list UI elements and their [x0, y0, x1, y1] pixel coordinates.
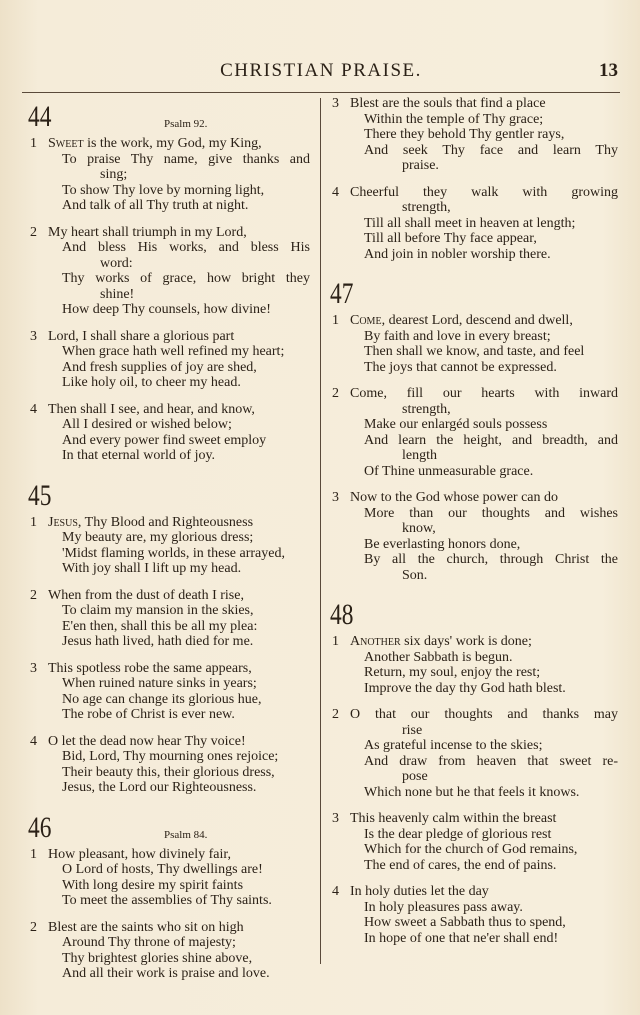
hymn-number: 48: [330, 598, 354, 631]
column-divider: [320, 98, 321, 964]
verse-line: And learn the height, and breadth, and: [364, 432, 618, 448]
verse-line: O Lord of hosts, Thy dwellings are!: [62, 862, 263, 877]
first-word: Jesus: [48, 514, 78, 530]
first-word: Come: [350, 313, 382, 328]
verse-line: Then shall we know, and taste, and feel: [364, 344, 585, 359]
verse-number: 3: [332, 811, 339, 826]
psalm-reference: Psalm 84.: [164, 828, 208, 841]
verse-line: And every power find sweet employ: [62, 432, 267, 448]
hymn-number: 46: [28, 810, 52, 844]
verse-number: 3: [30, 660, 37, 676]
verse-line: With joy shall I lift up my head.: [62, 561, 242, 576]
verse-number: 2: [30, 587, 37, 603]
stanza: [324, 707, 618, 800]
verse-line: To show Thy love by morning light,: [62, 182, 265, 198]
stanza: [324, 490, 618, 583]
verse-line: Is the dear pledge of glorious rest: [364, 826, 552, 842]
right-column: [324, 96, 618, 957]
stanza: [22, 225, 310, 318]
stanza: [324, 313, 618, 375]
verse-line: [350, 313, 618, 329]
verse-line: And fresh supplies of joy are shed,: [62, 359, 257, 375]
verse-line: Then shall I see, and hear, and know,: [48, 401, 255, 417]
verse-line: When ruined nature sinks in years;: [62, 676, 257, 691]
verse-number: 2: [332, 386, 339, 401]
verse-line: strength,: [402, 401, 451, 417]
verse-line: praise.: [402, 158, 439, 173]
verse-line: The joys that cannot be expressed.: [364, 359, 557, 375]
verse-line: When from the dust of death I rise,: [48, 587, 244, 603]
verse-number: 4: [30, 733, 37, 749]
verse-line: Till all shall meet in heaven at length;: [364, 215, 576, 231]
verse-number: 1: [30, 846, 37, 862]
verse-line: E'en then, shall this be all my plea:: [62, 618, 258, 634]
verse-line-text: , dearest Lord, descend and dwell,: [381, 313, 573, 328]
left-column: [22, 96, 310, 993]
verse-line: Till all before Thy face appear,: [364, 231, 537, 246]
header-rule: [22, 92, 620, 93]
verse-line: There they behold Thy gentler rays,: [364, 127, 565, 142]
verse-line: strength,: [402, 200, 451, 215]
verse-line: Jesus hath lived, hath died for me.: [62, 634, 254, 649]
verse-line: 'Midst flaming worlds, in these arrayed,: [62, 545, 285, 561]
verse-number: 1: [30, 136, 37, 151]
verse-number: 1: [30, 514, 37, 530]
verse-line-text: six days' work is done;: [400, 634, 532, 649]
stanza: [324, 884, 618, 946]
verse-line: Make our enlargéd souls possess: [364, 417, 548, 432]
verse-line: When grace hath well refined my heart;: [62, 344, 285, 359]
verse-line: All I desired or wished below;: [62, 417, 232, 432]
verse-line: How sweet a Sabbath thus to spend,: [364, 915, 566, 930]
verse-line: [350, 634, 618, 650]
verse-line: No age can change its glorious hue,: [62, 691, 262, 707]
verse-line: O let the dead now hear Thy voice!: [48, 733, 246, 749]
verse-line: This heavenly calm within the breast: [350, 811, 557, 826]
stanza: [22, 920, 310, 982]
stanza: [22, 588, 310, 650]
verse-line: To praise Thy name, give thanks and: [62, 151, 310, 167]
verse-line: Another Sabbath is begun.: [364, 649, 513, 665]
verse-line: As grateful incense to the skies;: [364, 738, 543, 753]
stanza: [22, 329, 310, 391]
verse-line: In that eternal world of joy.: [62, 448, 216, 463]
page-number: 13: [599, 60, 618, 81]
verse-number: 2: [332, 707, 339, 722]
verse-line: shine!: [100, 286, 135, 302]
verse-number: 2: [30, 919, 37, 935]
verse-line: Of Thine unmeasurable grace.: [364, 463, 534, 479]
verse-line: Improve the day thy God hath blest.: [364, 680, 566, 696]
verse-line: My heart shall triumph in my Lord,: [48, 224, 247, 240]
verse-line: Thy works of grace, how bright they: [62, 271, 310, 286]
verse-line: With long desire my spirit faints: [62, 877, 244, 893]
first-word: Another: [350, 634, 401, 649]
stanza: [22, 515, 310, 577]
verse-line: My beauty are, my glorious dress;: [62, 530, 254, 545]
stanza: [324, 634, 618, 696]
verse-line: By faith and love in every breast;: [364, 328, 551, 344]
verse-line: And seek Thy face and learn Thy: [364, 142, 618, 158]
verse-line: [48, 136, 310, 152]
verse-line: Which for the church of God remains,: [364, 842, 578, 857]
verse-line: To claim my mansion in the skies,: [62, 603, 254, 618]
verse-line: rise: [402, 722, 423, 738]
verse-line: Blest are the souls that find a place: [350, 96, 546, 111]
verse-line: More than our thoughts and wishes: [364, 505, 618, 521]
verse-line: Jesus, the Lord our Righteousness.: [62, 780, 257, 795]
page-header: [22, 60, 620, 88]
stanza: [22, 136, 310, 214]
hymn-44: [22, 96, 310, 464]
verse-line: By all the church, through Christ the: [364, 552, 618, 567]
stanza: [324, 811, 618, 873]
verse-line: O that our thoughts and thanks may: [350, 707, 618, 722]
verse-line-text: is the work, my God, my King,: [83, 136, 262, 151]
verse-line: Lord, I shall share a glorious part: [48, 328, 235, 344]
verse-line: And join in nobler worship there.: [364, 246, 551, 262]
verse-number: 3: [30, 328, 37, 344]
verse-number: 3: [332, 490, 339, 505]
verse-line: Now to the God whose power can do: [350, 490, 559, 505]
verse-line: Bid, Lord, Thy mourning ones rejoice;: [62, 749, 279, 764]
verse-line: Cheerful they walk with growing: [350, 184, 618, 200]
hymn-48: [324, 594, 618, 946]
hymn-46-continued: [324, 96, 618, 262]
verse-number: 1: [332, 634, 339, 649]
verse-number: 3: [332, 96, 339, 111]
verse-number: 4: [30, 401, 37, 417]
stanza: [324, 96, 618, 174]
verse-line-text: , Thy Blood and Righteousness: [77, 514, 254, 530]
stanza: [22, 661, 310, 723]
verse-number: 2: [30, 224, 37, 240]
verse-number: 4: [332, 184, 339, 200]
verse-line: To meet the assemblies of Thy saints.: [62, 893, 272, 908]
running-title: CHRISTIAN PRAISE.: [220, 60, 422, 81]
verse-number: 4: [332, 884, 339, 899]
verse-line: The end of cares, the end of pains.: [364, 857, 557, 873]
stanza: [22, 402, 310, 464]
verse-line: In holy duties let the day: [350, 884, 489, 899]
verse-line: And draw from heaven that sweet re-: [364, 753, 618, 769]
verse-number: 1: [332, 313, 339, 328]
hymn-47: [324, 273, 618, 583]
hymn-45: [22, 475, 310, 796]
verse-line: Within the temple of Thy grace;: [364, 111, 544, 127]
verse-line: pose: [402, 769, 428, 784]
verse-line: Around Thy throne of majesty;: [62, 935, 236, 950]
verse-line: Like holy oil, to cheer my head.: [62, 375, 241, 390]
verse-line: Come, fill our hearts with inward: [350, 386, 618, 401]
verse-line: Return, my soul, enjoy the rest;: [364, 665, 541, 680]
verse-line: The robe of Christ is ever new.: [62, 707, 235, 722]
verse-line: Thy brightest glories shine above,: [62, 950, 253, 966]
stanza: [324, 386, 618, 479]
verse-line: And bless His works, and bless His: [62, 240, 310, 255]
psalm-reference: Psalm 92.: [164, 118, 208, 130]
verse-line: [48, 515, 310, 531]
hymn-number: 45: [28, 478, 52, 512]
verse-line: How pleasant, how divinely fair,: [48, 846, 231, 862]
verse-line: And all their work is praise and love.: [62, 966, 270, 981]
verse-line: know,: [402, 521, 436, 536]
verse-line: Be everlasting honors done,: [364, 536, 521, 552]
stanza: [324, 185, 618, 263]
hymn-number: 47: [330, 277, 354, 310]
verse-line: length: [402, 448, 437, 463]
verse-line: sing;: [100, 167, 128, 182]
verse-line: Son.: [402, 567, 428, 583]
verse-line: Blest are the saints who sit on high: [48, 919, 244, 935]
verse-line: Which none but he that feels it knows.: [364, 784, 580, 800]
verse-line: word:: [100, 255, 133, 271]
verse-line: In hope of one that ne'er shall end!: [364, 930, 559, 946]
first-word: Sweet: [48, 136, 84, 151]
hymn-number: 44: [28, 100, 52, 133]
hymn-46: [22, 807, 310, 982]
verse-line: And talk of all Thy truth at night.: [62, 198, 249, 213]
stanza: [22, 734, 310, 796]
verse-line: In holy pleasures pass away.: [364, 899, 523, 915]
verse-line: This spotless robe the same appears,: [48, 660, 252, 676]
verse-line: Their beauty this, their glorious dress,: [62, 764, 275, 780]
stanza: [22, 847, 310, 909]
verse-line: How deep Thy counsels, how divine!: [62, 302, 271, 317]
